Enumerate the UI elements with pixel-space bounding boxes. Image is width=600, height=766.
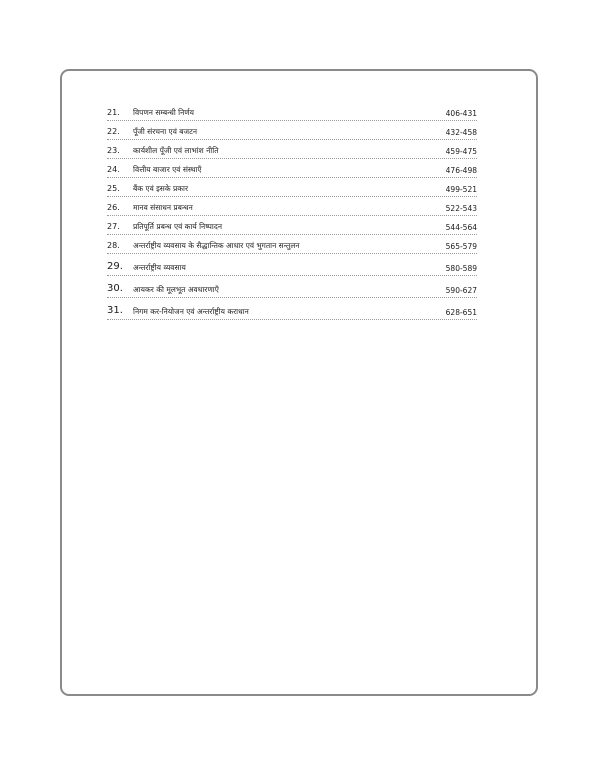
toc-entry-22 bbox=[107, 121, 477, 140]
toc-entry-pages: 522-543 bbox=[445, 203, 477, 213]
toc-entry-title: अन्तर्राष्ट्रीय व्यवसाय के सैद्धान्तिक आधार एवं भुगतान सन्तुलन bbox=[133, 240, 300, 250]
toc-entry-24 bbox=[107, 159, 477, 178]
table-of-contents bbox=[107, 101, 477, 320]
toc-entry-title: बैंक एवं इसके प्रकार bbox=[133, 183, 189, 193]
toc-entry-21 bbox=[107, 101, 477, 121]
toc-entry-pages: 476-498 bbox=[445, 165, 477, 175]
toc-entry-number: 25. bbox=[107, 184, 120, 193]
toc-entry-27 bbox=[107, 216, 477, 235]
toc-entry-number: 27. bbox=[107, 222, 120, 231]
toc-entry-number: 31. bbox=[107, 305, 123, 316]
toc-entry-number: 29. bbox=[107, 261, 123, 272]
toc-entry-title: पूँजी संरचना एवं बजटन bbox=[133, 126, 198, 136]
toc-entry-pages: 406-431 bbox=[445, 108, 477, 118]
toc-entry-title: अन्तर्राष्ट्रीय व्यवसाय bbox=[133, 262, 186, 272]
toc-entry-pages: 499-521 bbox=[445, 184, 477, 194]
toc-entry-pages: 580-589 bbox=[445, 263, 477, 273]
toc-entry-title: आयकर की मूलभूत अवधारणाएँ bbox=[133, 284, 219, 294]
toc-entry-number: 30. bbox=[107, 283, 123, 294]
toc-entry-title: विपणन सम्बन्धी निर्णय bbox=[133, 107, 195, 117]
toc-entry-26 bbox=[107, 197, 477, 216]
toc-entry-number: 28. bbox=[107, 241, 120, 250]
toc-entry-pages: 565-579 bbox=[445, 241, 477, 251]
toc-entry-pages: 628-651 bbox=[445, 307, 477, 317]
toc-entry-title: प्रतिपूर्ति प्रबन्ध एवं कार्य निष्पादन bbox=[133, 221, 222, 231]
toc-entry-30 bbox=[107, 276, 477, 298]
toc-entry-28 bbox=[107, 235, 477, 254]
toc-entry-number: 22. bbox=[107, 127, 120, 136]
toc-entry-pages: 459-475 bbox=[445, 146, 477, 156]
toc-entry-title: कार्यशील पूँजी एवं लाभांश नीति bbox=[133, 145, 219, 155]
toc-entry-title: निगम कर-नियोजन एवं अन्तर्राष्ट्रीय कराधान bbox=[133, 306, 249, 316]
toc-entry-31 bbox=[107, 298, 477, 320]
toc-entry-pages: 544-564 bbox=[445, 222, 477, 232]
toc-entry-29 bbox=[107, 254, 477, 276]
toc-entry-title: मानव संसाधन प्रबन्धन bbox=[133, 202, 193, 212]
toc-entry-25 bbox=[107, 178, 477, 197]
toc-entry-number: 26. bbox=[107, 203, 120, 212]
toc-entry-23 bbox=[107, 140, 477, 159]
toc-entry-number: 21. bbox=[107, 108, 120, 117]
toc-entry-number: 24. bbox=[107, 165, 120, 174]
toc-entry-title: वित्तीय बाजार एवं संस्थाएँ bbox=[133, 164, 202, 174]
toc-entry-pages: 590-627 bbox=[445, 285, 477, 295]
toc-entry-number: 23. bbox=[107, 146, 120, 155]
toc-entry-pages: 432-458 bbox=[445, 127, 477, 137]
